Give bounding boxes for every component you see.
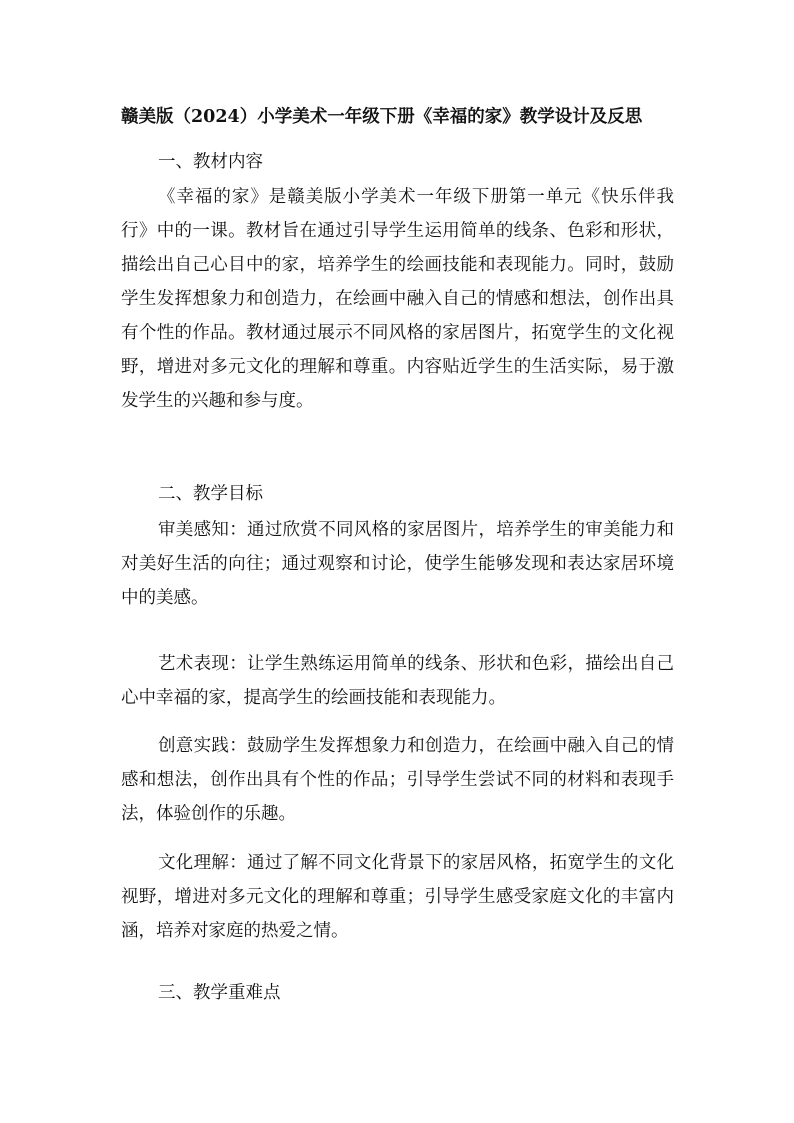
paragraph-cultural-understanding: 文化理解：通过了解不同文化背景下的家居风格，拓宽学生的文化视野，增进对多元文化的理解和尊重；引导学生感受家庭文化的丰富内涵，培养对家庭的热爱之情。 [121, 853, 674, 941]
paragraph-creative-practice: 创意实践：鼓励学生发挥想象力和创造力，在绘画中融入自己的情感和想法，创作出具有个性的作品；引导学生尝试不同的材料和表现手法，体验创作的乐趣。 [121, 736, 674, 824]
paragraph-aesthetic-perception: 审美感知：通过欣赏不同风格的家居图片，培养学生的审美能力和对美好生活的向往；通过观察和讨论，使学生能够发现和表达家居环境中的美感。 [121, 520, 674, 608]
document-title: 赣美版（2024）小学美术一年级下册《幸福的家》教学设计及反思 [121, 107, 643, 127]
section-heading-teaching-goals: 二、教学目标 [158, 484, 263, 504]
section-heading-textbook-content: 一、教材内容 [158, 152, 263, 172]
paragraph-artistic-expression: 艺术表现：让学生熟练运用简单的线条、形状和色彩，描绘出自己心中幸福的家，提高学生的绘画技能和表现能力。 [121, 654, 674, 708]
section-heading-key-difficulties: 三、教学重难点 [158, 983, 281, 1003]
paragraph-textbook-content: 《幸福的家》是赣美版小学美术一年级下册第一单元《快乐伴我行》中的一课。教材旨在通过引导学生运用简单的线条、色彩和形状，描绘出自己心目中的家，培养学生的绘画技能和表现能力。同时，鼓励学生发挥想象力和创造力，在绘画中融入自己的情感和想法，创作出具有个性的作品。教材通过展示不同风格的家居图片，拓宽学生的文化视野，增进对多元文化的理解和尊重。内容贴近学生的生活实际，易于激发学生的兴趣和参与度。 [121, 187, 674, 411]
